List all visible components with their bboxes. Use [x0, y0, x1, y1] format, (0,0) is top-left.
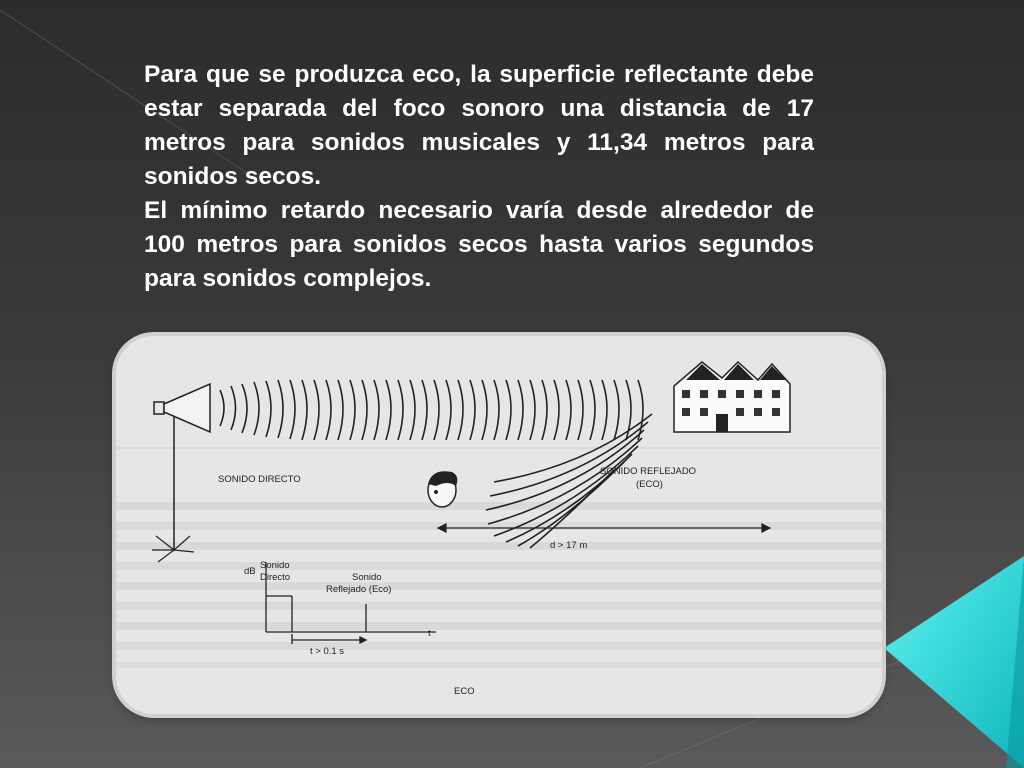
- graph-reflected-label-2: Reflejado (Eco): [326, 584, 392, 595]
- reflected-sound-label: SONIDO REFLEJADO: [600, 466, 697, 477]
- graph-direct-label-2: Directo: [260, 572, 291, 583]
- figure-caption: ECO: [454, 686, 475, 697]
- graph-y-axis-label: dB: [244, 566, 256, 577]
- graph-delay-label: t > 0.1 s: [310, 646, 345, 657]
- paragraph-minimum-delay: El mínimo retardo necesario varía desde alrededor de 100 metros para sonidos secos hasta varios segundos para sonidos complejos.: [144, 197, 814, 292]
- direct-sound-label: SONIDO DIRECTO: [218, 474, 301, 485]
- graph-direct-label: Sonido: [260, 560, 290, 571]
- graph-reflected-label: Sonido: [352, 572, 382, 583]
- distance-label: d > 17 m: [550, 540, 588, 551]
- teal-triangle-shape: [884, 556, 1024, 768]
- paragraph-echo-distance: Para que se produzca eco, la superficie reflectante debe estar separada del foco sonoro una distancia de 17 metros para sonidos musicales y 11,34 metros para sonidos secos.: [144, 61, 814, 190]
- reflected-sound-echo-label: (ECO): [636, 479, 663, 490]
- graph-x-axis-label: t: [428, 628, 431, 639]
